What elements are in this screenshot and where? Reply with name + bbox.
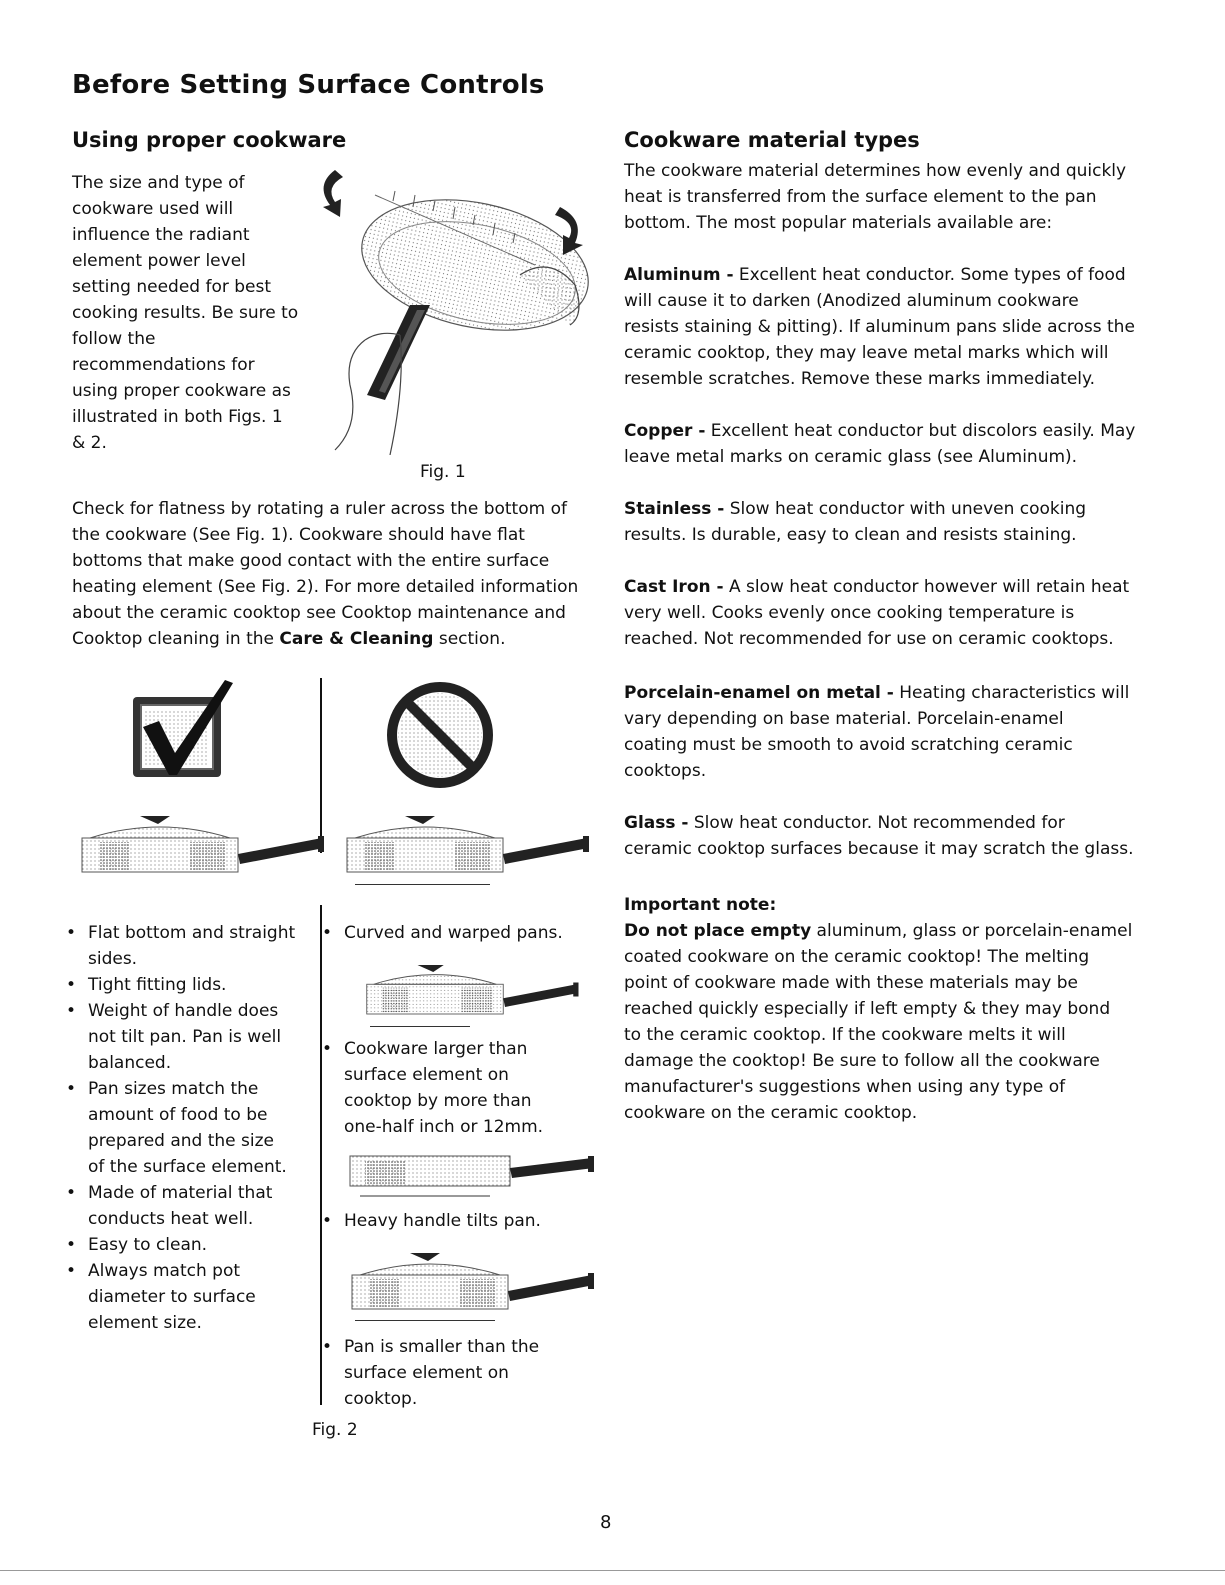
intro-line: cookware used will: [72, 199, 234, 219]
text-line: reached quickly especially if left empty & they may bond: [624, 999, 1111, 1019]
good-cookware-list: [64, 920, 314, 1336]
text-line: Copper - Excellent heat conductor but discolors easily. May: [624, 421, 1136, 441]
bad-cookware-list-1: [320, 920, 590, 946]
list-item: • Cookware larger than surface element on cooktop by more than one-half inch or 12mm.: [320, 1036, 590, 1140]
intro-line: follow the: [72, 329, 156, 349]
text-line: The cookware material determines how evenly and quickly: [624, 161, 1127, 181]
text-line: damage the cooktop! Be sure to follow all the cookware: [624, 1051, 1100, 1071]
material-name: Cast Iron -: [624, 577, 724, 597]
note-heading: Important note:: [624, 895, 777, 915]
intro-line: element power level: [72, 251, 246, 271]
text-line: cookware on the ceramic cooktop.: [624, 1103, 918, 1123]
text-line: point of cookware made with these materials may be: [624, 973, 1078, 993]
material-cast-iron: [624, 574, 1164, 652]
text-line: coated cookware on the ceramic cooktop! The melting: [624, 947, 1090, 967]
list-item: • Made of material that conducts heat well.: [64, 1180, 314, 1232]
page-number: 8: [600, 1512, 612, 1533]
section-heading-material-types: Cookware material types: [624, 128, 920, 152]
list-item: • Easy to clean.: [64, 1232, 314, 1258]
text-line: to the ceramic cooktop. If the cookware melts it will: [624, 1025, 1066, 1045]
list-item: • Pan sizes match the amount of food to be prepared and the size of the surface element.: [64, 1076, 314, 1180]
text-line: Cast Iron - A slow heat conductor however will retain heat: [624, 577, 1130, 597]
section-heading-proper-cookware: Using proper cookware: [72, 128, 347, 152]
list-item: • Weight of handle does not tilt pan. Pan is well balanced.: [64, 998, 314, 1076]
fig1-ruler-illustration: [305, 155, 605, 455]
text-line: will cause it to darken (Anodized aluminum cookware: [624, 291, 1079, 311]
warped-pan-illustration: [340, 958, 600, 1028]
material-name: Porcelain-enamel on metal -: [624, 683, 894, 703]
text-line: coating must be smooth to avoid scratching ceramic: [624, 735, 1073, 755]
tilted-pan-illustration: [340, 1245, 600, 1325]
rotate-arrow-left: [323, 170, 343, 217]
good-pan-illustration: [70, 808, 330, 888]
text-line: manufacturer's suggestions when using any type of: [624, 1077, 1066, 1097]
text-line: Porcelain-enamel on metal - Heating characteristics will: [624, 683, 1130, 703]
materials-intro: [624, 158, 1164, 236]
text-line: ceramic cooktop, they may leave metal marks which will: [624, 343, 1109, 363]
material-name: Copper -: [624, 421, 706, 441]
pan-bottom: [350, 180, 601, 349]
list-item: • Flat bottom and straight sides.: [64, 920, 314, 972]
text-line: reached. Not recommended for use on ceramic cooktops.: [624, 629, 1114, 649]
text-line: resemble scratches. Remove these marks immediately.: [624, 369, 1096, 389]
list-item: • Curved and warped pans.: [320, 920, 590, 946]
list-item: • Always match pot diameter to surface element size.: [64, 1258, 314, 1336]
material-glass: [624, 810, 1164, 862]
bad-cookware-list-2: [320, 1036, 590, 1140]
text-line: bottom. The most popular materials available are:: [624, 213, 1053, 233]
text-line: Do not place empty aluminum, glass or porcelain-enamel: [624, 921, 1133, 941]
flatness-line: the cookware (See Fig. 1). Cookware should have flat: [72, 525, 525, 545]
prohibited-icon: [385, 680, 495, 790]
text-line: leave metal marks on ceramic glass (see Aluminum).: [624, 447, 1078, 467]
material-name: Glass -: [624, 813, 689, 833]
fig2-label: Fig. 2: [312, 1420, 358, 1440]
text-line: results. Is durable, easy to clean and resists staining.: [624, 525, 1077, 545]
material-stainless: [624, 496, 1164, 548]
care-cleaning-ref: Care & Cleaning: [279, 629, 434, 649]
note-warning: Do not place empty: [624, 921, 812, 941]
large-pan-illustration: [340, 1140, 600, 1200]
material-porcelain-enamel: [624, 680, 1164, 784]
checkmark-icon: [125, 675, 240, 785]
text-line: Aluminum - Excellent heat conductor. Some types of food: [624, 265, 1126, 285]
text-line: heat is transferred from the surface element to the pan: [624, 187, 1097, 207]
intro-line: using proper cookware as: [72, 381, 291, 401]
bad-pan-illustration: [335, 808, 595, 888]
list-item: • Heavy handle tilts pan.: [320, 1208, 590, 1234]
bad-cookware-list-4: [320, 1334, 590, 1412]
intro-line: illustrated in both Figs. 1: [72, 407, 283, 427]
material-copper: [624, 418, 1164, 470]
flatness-line: bottoms that make good contact with the entire surface: [72, 551, 550, 571]
list-item: • Pan is smaller than the surface element on cooktop.: [320, 1334, 590, 1412]
pan-base-line: [370, 1026, 470, 1027]
text-line: cooktops.: [624, 761, 707, 781]
intro-line: & 2.: [72, 433, 107, 453]
text-line: Stainless - Slow heat conductor with uneven cooking: [624, 499, 1087, 519]
fig1-label: Fig. 1: [420, 462, 466, 482]
text-line: ceramic cooktop surfaces because it may scratch the glass.: [624, 839, 1134, 859]
text-line: vary depending on base material. Porcelain-enamel: [624, 709, 1064, 729]
material-aluminum: [624, 262, 1164, 392]
page-title: Before Setting Surface Controls: [72, 70, 545, 100]
pan-base-line: [355, 884, 490, 885]
fig2-divider: [320, 905, 322, 1405]
flatness-paragraph: [72, 496, 602, 652]
text-line: resists staining & pitting). If aluminum pans slide across the: [624, 317, 1135, 337]
intro-line: recommendations for: [72, 355, 255, 375]
intro-paragraph: [72, 170, 312, 456]
intro-line: cooking results. Be sure to: [72, 303, 299, 323]
flatness-line: about the ceramic cooktop see Cooktop maintenance and: [72, 603, 566, 623]
intro-line: influence the radiant: [72, 225, 250, 245]
pan-base-line: [355, 1320, 495, 1321]
flatness-line-last: Cooktop cleaning in the Care & Cleaning section.: [72, 629, 506, 649]
list-item: • Tight fitting lids.: [64, 972, 314, 998]
material-name: Stainless -: [624, 499, 725, 519]
important-note: [624, 892, 1164, 1126]
text-line: very well. Cooks evenly once cooking temperature is: [624, 603, 1075, 623]
flatness-line: Check for flatness by rotating a ruler across the bottom of: [72, 499, 567, 519]
intro-line: The size and type of: [72, 173, 245, 193]
material-name: Aluminum -: [624, 265, 734, 285]
intro-line: setting needed for best: [72, 277, 272, 297]
bottom-divider: [0, 1570, 1225, 1571]
flatness-line: heating element (See Fig. 2). For more detailed information: [72, 577, 579, 597]
text-line: Glass - Slow heat conductor. Not recommended for: [624, 813, 1065, 833]
bad-cookware-list-3: [320, 1208, 590, 1234]
